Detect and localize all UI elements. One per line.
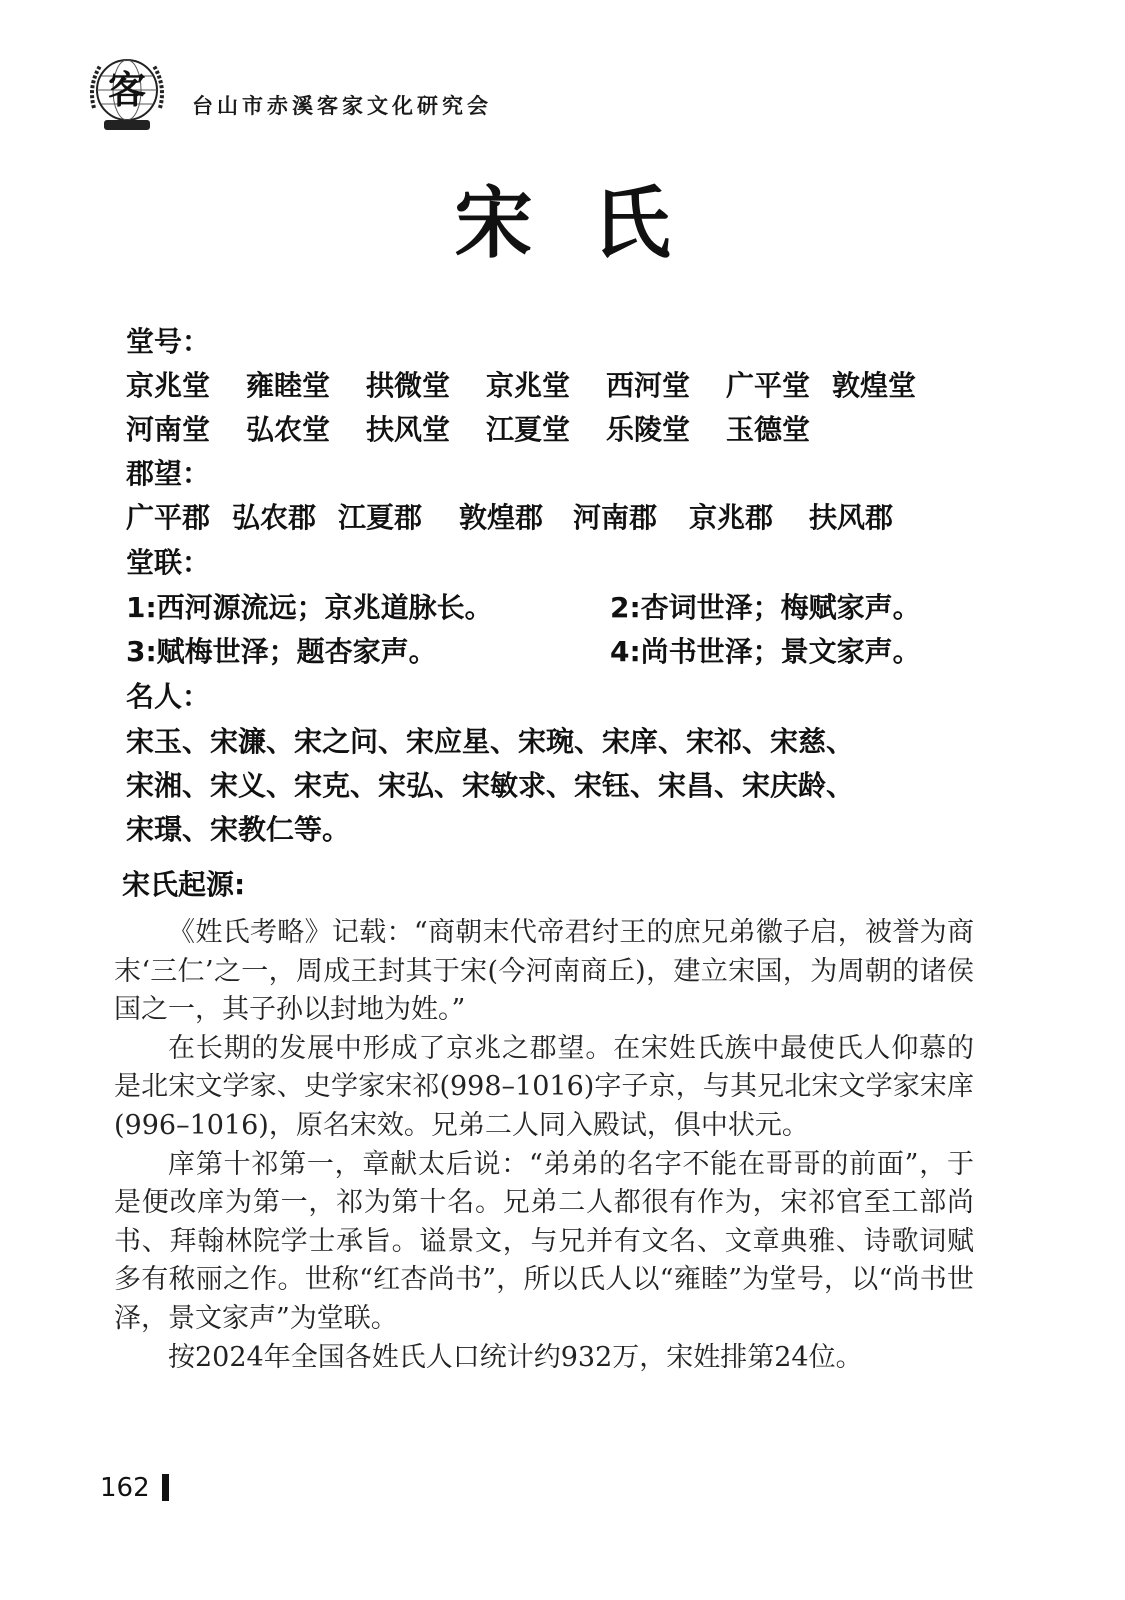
- junwang-item: 河南郡: [573, 501, 658, 534]
- tanglian-label: 堂联：: [126, 546, 211, 579]
- junwang-item: 京兆郡: [689, 501, 774, 534]
- tanghao-item: 扶风堂: [366, 413, 451, 446]
- tanghao-item: 敦煌堂: [832, 369, 917, 402]
- tanghao-item: 京兆堂: [486, 369, 571, 402]
- tanglian-item: 1:西河源流远；京兆道脉长。: [126, 591, 493, 624]
- junwang-item: 弘农郡: [232, 501, 317, 534]
- tanglian-item: 3:赋梅世泽；题杏家声。: [126, 635, 437, 668]
- tanghao-item: 西河堂: [606, 369, 691, 402]
- origin-body: [114, 914, 974, 1377]
- junwang-row: [126, 498, 1026, 538]
- tanglian-item: 4:尚书世泽；景文家声。: [610, 635, 921, 668]
- mingren-line: 宋玉、宋濂、宋之问、宋应星、宋琬、宋庠、宋祁、宋慈、: [126, 725, 855, 758]
- tanghao-item: 广平堂: [726, 369, 811, 402]
- origin-paragraph: 在长期的发展中形成了京兆之郡望。在宋姓氏族中最使氏人仰慕的是北宋文学家、史学家宋祁(998–1016)字子京，与其兄北宋文学家宋庠(996–1016)，原名宋效。兄弟二人同入殿试，俱中状元。: [114, 1032, 974, 1141]
- origin-paragraph: 《姓氏考略》记载：“商朝末代帝君纣王的庶兄弟徽子启，被誉为商末‘三仁’之一，周成王封其于宋(今河南商丘)，建立宋国，为周朝的诸侯国之一，其子孙以封地为姓。”: [114, 917, 974, 1026]
- page-number-bar: [162, 1474, 169, 1501]
- mingren-line: 宋璟、宋教仁等。: [126, 813, 351, 846]
- tanghao-item: 京兆堂: [126, 369, 211, 402]
- tanghao-item: 雍睦堂: [246, 369, 331, 402]
- tanglian-row-2: [126, 632, 1026, 672]
- tanghao-row-2: [126, 410, 1026, 450]
- tanghao-item: 玉德堂: [726, 413, 811, 446]
- association-logo: [82, 48, 172, 138]
- junwang-item: 扶风郡: [809, 501, 894, 534]
- junwang-label: 郡望：: [126, 457, 211, 490]
- page-number: 162: [100, 1473, 150, 1503]
- tanghao-item: 乐陵堂: [606, 413, 691, 446]
- tanglian-row-1: [126, 588, 1026, 628]
- origin-label: 宋氏起源:: [122, 868, 246, 901]
- tanghao-item: 江夏堂: [486, 413, 571, 446]
- junwang-item: 广平郡: [126, 501, 211, 534]
- logo-character: 客: [107, 67, 147, 112]
- origin-paragraph: 庠第十祁第一，章献太后说：“弟弟的名字不能在哥哥的前面”，于是便改庠为第一，祁为第十名。兄弟二人都很有作为，宋祁官至工部尚书、拜翰林院学士承旨。谥景文，与兄并有文名、文章典雅、诗歌词赋多有秾丽之作。世称“红杏尚书”，所以氏人以“雍睦”为堂号，以“尚书世泽，景文家声”为堂联。: [114, 1148, 974, 1334]
- mingren-line: 宋湘、宋义、宋克、宋弘、宋敏求、宋钰、宋昌、宋庆龄、: [126, 769, 855, 802]
- tanglian-item: 2:杏词世泽；梅赋家声。: [610, 591, 921, 624]
- origin-paragraph: 按2024年全国各姓氏人口统计约932万，宋姓排第24位。: [168, 1341, 863, 1373]
- organization-name: 台山市赤溪客家文化研究会: [192, 93, 492, 118]
- tanghao-row-1: [126, 366, 1026, 406]
- mingren-label: 名人：: [126, 680, 211, 713]
- tanghao-item: 拱微堂: [366, 369, 451, 402]
- tanghao-item: 弘农堂: [246, 413, 331, 446]
- tanghao-label: 堂号：: [126, 325, 211, 358]
- tanghao-item: 河南堂: [126, 413, 211, 446]
- junwang-item: 敦煌郡: [459, 501, 544, 534]
- page-title: 宋氏: [454, 178, 731, 269]
- junwang-item: 江夏郡: [338, 501, 423, 534]
